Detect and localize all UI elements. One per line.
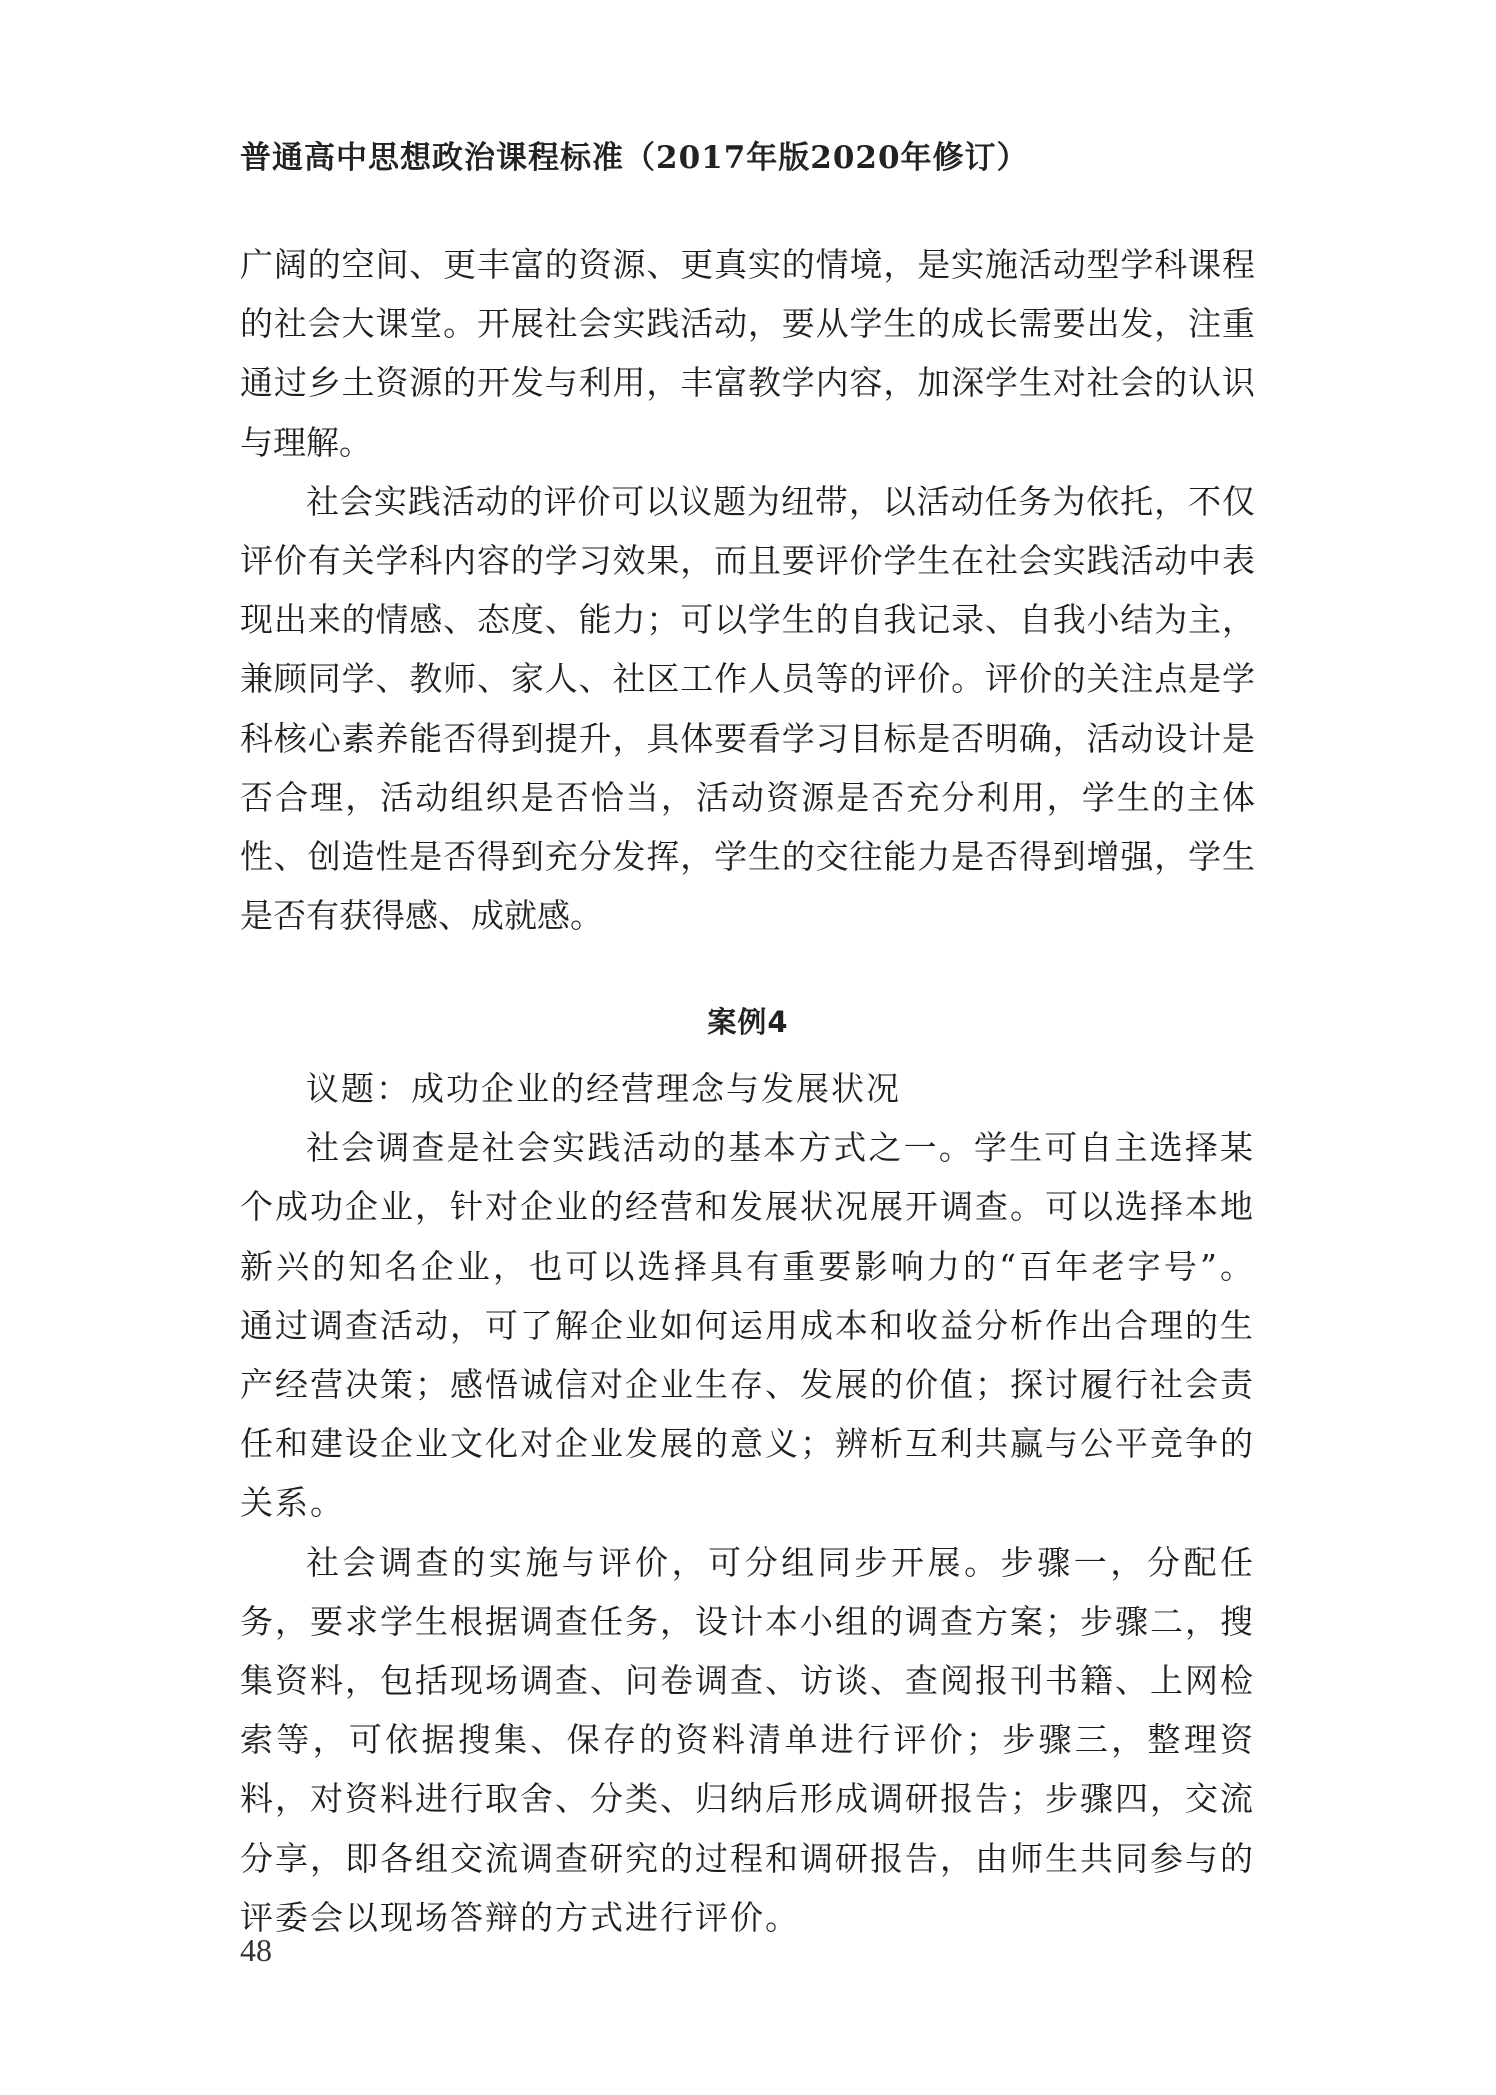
case-heading: 案例4 xyxy=(707,1005,789,1039)
continuation-paragraph: 广阔的空间、更丰富的资源、更真实的情境，是实施活动型学科课程的社会大课堂。开展社会实践活动，要从学生的成长需要出发，注重通过乡土资源的开发与利用，丰富教学内容，加深学生对社会的认识与理解。 xyxy=(240,245,1255,462)
case-topic: 议题：成功企业的经营理念与发展状况 xyxy=(306,1069,901,1108)
case-paragraph-survey: 社会调查是社会实践活动的基本方式之一。学生可自主选择某个成功企业，针对企业的经营和发展状况展开调查。可以选择本地新兴的知名企业，也可以选择具有重要影响力的“百年老字号”。通过调查活动，可了解企业如何运用成本和收益分析作出合理的生产经营决策；感悟诚信对企业生存、发展的价值；探讨履行社会责任和建设企业文化对企业发展的意义；辨析互利共赢与公平竞争的关系。 xyxy=(240,1128,1255,1523)
section-practice-activities xyxy=(240,235,1255,945)
evaluation-paragraph: 社会实践活动的评价可以议题为纽带，以活动任务为依托，不仅评价有关学科内容的学习效果，而且要评价学生在社会实践活动中表现出来的情感、态度、能力；可以学生的自我记录、自我小结为主，兼顾同学、教师、家人、社区工作人员等的评价。评价的关注点是学科核心素养能否得到提升，具体要看学习目标是否明确，活动设计是否合理，活动组织是否恰当，活动资源是否充分利用，学生的主体性、创造性是否得到充分发挥，学生的交往能力是否得到增强，学生是否有获得感、成就感。 xyxy=(240,481,1255,936)
case-paragraph-steps: 社会调查的实施与评价，可分组同步开展。步骤一，分配任务，要求学生根据调查任务，设计本小组的调查方案；步骤二，搜集资料，包括现场调查、问卷调查、访谈、查阅报刊书籍、上网检索等，可依据搜集、保存的资料清单进行评价；步骤三，整理资料，对资料进行取舍、分类、归纳后形成调研报告；步骤四，交流分享，即各组交流调查研究的过程和调研报告，由师生共同参与的评委会以现场答辩的方式进行评价。 xyxy=(240,1542,1255,1937)
case-body xyxy=(240,1059,1255,1947)
page-number: 48 xyxy=(240,1932,272,1968)
running-header-title: 普通高中思想政治课程标准（2017年版2020年修订） xyxy=(240,140,1029,176)
